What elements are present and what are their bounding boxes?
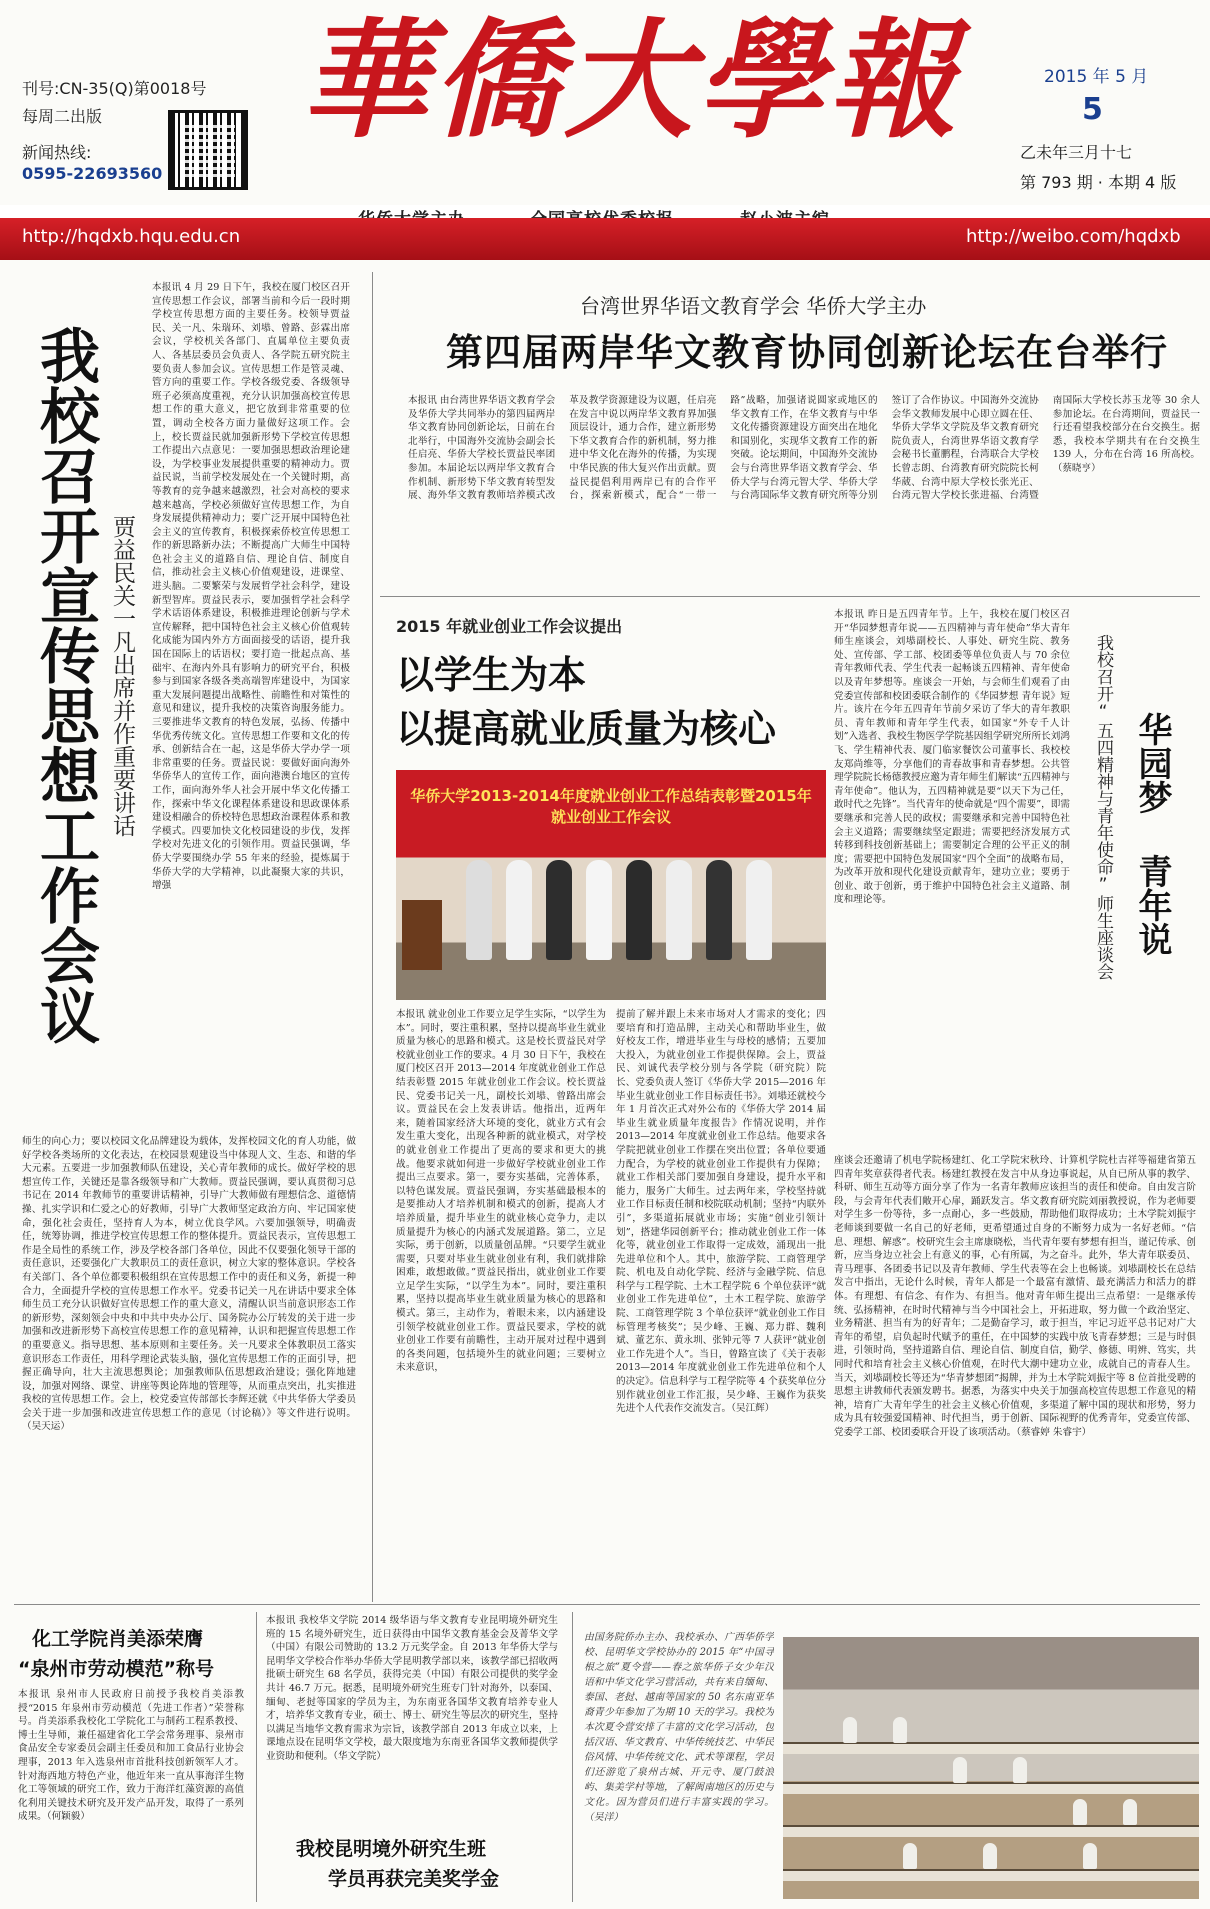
student-figure xyxy=(953,1757,967,1783)
desk-row xyxy=(783,1782,1199,1794)
article-kunming-scholarship xyxy=(266,1614,566,1904)
article-summer-camp xyxy=(584,1630,774,1900)
desk-row xyxy=(783,1869,1199,1881)
body-kunming-scholarship: 本报讯 我校华文学院 2014 级华语与华文教育专业昆明境外研究生班的 15 名境外研究生，近日获得由中国华文教育基金会及菁华文学（中国）有限公司赞助的 13.2 万元奖学金。自 2013 年华侨大学与昆明华文学校合作举办华侨大学昆明教学部以来，该教学部已招收两批硕士研究生 68 名学员，获得完美（中国）有限公司提供的奖学金共计 46.7 万元。据悉，昆明境外研究生班专门针对海外，以泰国、缅甸、老挝等国家的学员为主，为东南亚各国华文教育培养专业人才，培养华文教育专业，硕士、博士、研究生等层次的研究生，坚持以满足当地华文教育需求为宗旨，该教学部自 2013 年成立以来，上课地点设在昆明华文学校，最大限度地为东南亚各国华文教师提供学业资助和便利。（华文学院） xyxy=(266,1615,558,1762)
student-figure xyxy=(1073,1799,1087,1825)
column-rule xyxy=(372,272,373,1602)
student-figure xyxy=(1013,1757,1027,1783)
section-rule xyxy=(380,596,1200,597)
headline-taiwan-forum: 第四届两岸华文教育协同创新论坛在台举行 xyxy=(446,331,1168,374)
publication-schedule: 每周二出版 xyxy=(22,107,103,126)
person-figure xyxy=(706,860,732,960)
headline-kunming-line2: 学员再获完美奖学金 xyxy=(328,1868,500,1890)
person-figure xyxy=(666,860,692,960)
headline-employment-line1: 以学生为本 xyxy=(396,653,587,697)
article-taiwan-forum xyxy=(380,290,1200,590)
person-figure xyxy=(626,860,652,960)
issue-number: 第 793 期 · 本期 4 版 xyxy=(1020,173,1177,192)
student-figure xyxy=(1083,1843,1097,1869)
publication-number: 刊号:CN-35(Q)第0018号 xyxy=(22,79,207,98)
summer-camp-photo xyxy=(783,1637,1199,1899)
headline-kunming-line1: 我校昆明境外研究生班 xyxy=(296,1838,487,1860)
headline-youth-forum: 华园梦 青年说 xyxy=(1132,712,1172,956)
person-figure xyxy=(546,860,572,960)
body-summer-camp: 由国务院侨办主办、我校承办、广西华侨学校、昆明华文学校协办的 2015 年“中国寻根之旅”夏令营——春之旅华侨子女少年汉语和中华文化学习营活动，共有来自缅甸、泰国、老挝、越南等国家的 50 名东南亚华裔青少年参加了为期 10 天的学习。我校为本次夏令营安排了丰富的文化学习活动，包括汉语、华文教育、中华传统技艺、中华民俗风情、中华传统文化、武术等课程，学员们还游览了泉州古城、开元寺、厦门鼓浪屿、集美学村等地，了解闽南地区的历史与文化。因为营员们进行丰富实践的学习。（吴洋） xyxy=(584,1632,774,1823)
student-figure xyxy=(983,1843,997,1869)
bottom-section-rule xyxy=(14,1604,1200,1605)
subhead-youth-forum: 我校召开“五四精神与青年使命”师生座谈会 xyxy=(1093,634,1113,980)
article-youth-forum xyxy=(834,608,1200,1600)
employment-meeting-photo xyxy=(396,770,826,1000)
body-taiwan-forum: 本报讯 由台湾世界华语文教育学会及华侨大学共同举办的第四届两岸华文教育协同创新论坛，日前在台北举行，中国海外交流协会副会长任启亮、华侨大学校长贾益民率团参加。本届论坛以两岸华文教育合作机制、新形势下华文教育转型发展、海外华文教育教师培养模式改革及教学资源建设为议题，任启亮在发言中说以两岸华文教育界加强顶层设计，通力合作，建立新形势下华文教育合作的新机制，努力推进中华文化在海外的传播，为实现中华民族的伟大复兴作出贡献。贾益民提倡利用两岸已有的合作平台，探索新模式，配合“一带一路”战略，加强诸说圆家或地区的华文教育工作，在华文教育与中华文化传播资源建设方面突出在地化和国别化，实现华文教育工作的新突破。论坛期间，中国海外交流协会与台湾世界华语文教育学会、华侨大学与台湾元智大学、华侨大学与台湾国际华文教育研究所等分别签订了合作协议。中国海外交流协会华文教师发展中心即立圆在任、华侨大学华文学院及华文教育研究院负责人，台湾世界华语文教育学会秘书长董鹏程，台湾联合大学校长曾志朗、台湾教育研究院院长柯华葳、台湾中原大学校长张光正、台湾元智大学校长张进福、台湾暨南国际大学校长苏玉龙等 30 余人参加论坛。在台湾期间，贾益民一行还看望我校部分在台交换生。据悉，我校本学期共有在台交换生 139 人，分布在台湾 16 所高校。（蔡晓亨） xyxy=(408,395,1200,502)
body-youth-col1: 本报讯 昨日是五四青年节。上午，我校在厦门校区召开“华园梦想青年说——五四精神与青年使命”华大青年师生座谈会，刘塨副校长、人事处、研究生院、教务处、宣传部、学工部、校团委等单位负责人与 70 余位青年教师代表、学生代表一起畅谈五四精神、青年使命以及青年梦想等。座谈会一开始，与会师生们观看了由党委宣传部和校团委联合制作的《华园梦想 青年说》短片。该片在今年五四青年节前夕采访了华大的青年教职员、青年教师和青年学生代表，如国家“外专千人计划”入选者、我校生物医学学院基因组学研究所所长刘鸿飞、学生精神代表、厦门临家餐饮公司董事长、我校校友郑尚维等，分享他们的青春故事和青春梦想。公共管理学院院长杨德教授应邀为青年师生们解读“五四精神与青年使命”。他认为，五四精神就是要“以天下为己任，敢时代之先锋”。当代青年的使命就是“四个需要”，即需要继承和完善人民的政权；需要继承和完善中国特色社会主义道路；需要继续坚定跟进；需要把经济发展方式转移到科技创新基础上；需要制定合理的公平正义的制度；需要把中国特色发展国家“四个全面”的战略布局，为改革开放和现代化建设贡献青年，建功立业；要勇于创业、敢于创新，勇于维护中国特色社会主义道路、制度和理论等。 xyxy=(834,609,1070,906)
person-figure xyxy=(746,860,772,960)
body-youth-col2: 座谈会还邀请了机电学院杨建红、化工学院宋秋玲、计算机学院杜吉祥等福建省第五四青年奖章获得者代表。杨建红教授在发言中从身边事说起，从自已所从事的教学、科研、师生互动等方面分享了作为一名青年教师应该担当的责任和使命。自由发言阶段，与会青年代表们敞开心扉，踊跃发言。华文教育研究院刘丽教授说，作为老师要对学生多一份等待，多一点耐心，多一些鼓励，帮助他们取得成功；土木学院刘振宇老师谈到要做一名自己的好老师，更希望通过自身的不断努力成为一名好老师。“信息、理想、解惑”。校研究生会主席康晓松，当代青年要有梦想有担当，谨记传承、创新，应当身边立社会上有意义的事，心有所属，为之奋斗。此外，华大青年联委员、青马理事、各团委书记以及青年教师、学生代表等在会上也畅谈。刘塨副校长在总结发言中指出，无论什么时候，青年人都是一个最富有激情、最充满活力和活力的群体。有理想、有信念、有作为、有担当。他对青年师生提出三点希望：一是继承传统、弘扬精神，在时时代精神与当今中国社会上，开拓进取，努力做一个政治坚定、业务精湛、担当有为的好青年；二是勤奋学习，敢于担当，牢记习近平总书记对广大青年的希望，启负起时代赋予的重任，在中国梦的实践中放飞青春梦想；三是与时俱进，引领时尚，坚持道路自信、理论自信、制度自信，勤学、修德、明辨、笃实，共同时代和培育社会主义核心价值观，在时代大潮中建功立业，成就自己的青春人生。当天，刘塨副校长等还为“华青梦想团”揭牌，并为土木学院刘振宇等 8 位首批受聘的思想主讲教师代表颁发聘书。据悉，为落实中央关于加强高校宣传思想工作意见的精神，培育广大青年学生的社会主义核心价值观，多渠道了解中国的现状和形势，努力成为具有较强爱国精神、时代担当，勇于创新、国际视野的优秀青年，党委宣传部、党委学工部、校团委联合开设了该项活动。（蔡睿婷 朱睿宇） xyxy=(834,1155,1196,1438)
podium xyxy=(402,900,442,970)
body-employment-col2: 提前了解并跟上未来市场对人才需求的变化；四要培育和打造品牌，主动关心和帮助毕业生，做好校友工作，增进毕业生与母校的感情；五要加大投入，为就业创业工作提供保障。会上，贾益民、刘诚代表学校分别与各学院（研究院）院长、党委负责人签订《华侨大学 2015—2016 年毕业生就业创业工作目标责任书》。刘塨还就校今年 1 月首次正式对外公布的《华侨大学 2014 届毕业生就业质量年度报告》作情况说明，并作 2013—2014 年度就业创业工作总结。他要求各学院把就业创业工作摆在突出位置；各单位要通力配合，为学校的就业创业工作提供有力保障；就业工作相关部门要加强自身建设，提升水平和能力，服务广大师生。过去两年来，学校坚持就业工作目标责任制和校院联动机制；坚持“内联外引”，多渠道拓展就业市场；实施“创业引领计划”，搭建华园创新平台；推动就业创业工作一体化等，就业创业工作取得一定成效，涌现出一批先进单位和个人。其中，旅游学院、工商管理学院、机电及自动化学院、经济与金融学院、信息科学与工程学院、土木工程学院 6 个单位获评“就业创业工作先进单位”，土木工程学院、旅游学院、工商管理学院 3 个单位获评“就业创业工作目标管理考核奖”；吴少峰、王巍、郑力群、魏利斌、董艺东、黄永圳、张钟元等 7 人获评“就业创业工作先进个人”。当日，曾路宣读了《关于表彰 2013—2014 年度就业创业工作先进单位和个人的决定》。信息科学与工程学院等 4 个获奖单位分别作就业创业工作汇报，吴少峰、王巍作为获奖先进个人代表作交流发言。（吴江辉） xyxy=(616,1009,826,1415)
body-model-worker: 本报讯 泉州市人民政府日前授予我校肖美添教授“2015 年泉州市劳动模范（先进工作者）”荣誉称号。肖美添系我校化工学院化工与制药工程系教授、博士生导师，兼任福建省化工学会常务理事、泉州市食品安全专家委员会副主任委员和加工食品行业协会理事，2013 年入选泉州市首批科技创新领军人才。针对海西地方特色产业，他近年来一直从事海洋生物化工等领域的研究工作，致力于海洋红藻资源的高值化利用关键技术研究及开发产品开发，取得了一系列成果。（何颖毅） xyxy=(18,1689,244,1823)
body-propaganda-col1: 本报讯 4 月 29 日下午，我校在厦门校区召开宣传思想工作会议，部署当前和今后一段时期学校宣传思想方面的主要任务。校领导贾益民、关一凡、朱瑞环、刘塨、曾路、彭霖出席会议，学校机关各部门、直属单位主要负责人、各基层委员会负责人、各学院五研究院主要负责人参加会议。宣传思想工作是管灵魂、管方向的重要工作。学校各级党委、各级领导班子必须高度重视，充分认识加强高校宣传思想工作的重大意义，把它放到非常重要的位置，调动全校各方面力量做好这项工作。会上，校长贾益民就加强新形势下学校宣传思想工作提出六点意见：一要加强思想政治理论建设，为学校事业发展提供重要的精神动力。贾益民说，当前学校发展处在一个关键时期，高等教育的竞争越来越激烈，社会对高校的要求越来越高，学校必须做好宣传思想工作，为自身发展提供精神动力；要广泛开展中国特色社会主义的宣传教育，积极探索侨校宣传思想工作的新思路新办法；不断提高广大师生中国特色社会主义的道路自信、理论自信、制度自信，推动社会主义核心价值观建设，进课堂、进头脑。二要繁荣与发展哲学社会科学，建设新型智库。贾益民表示，要加强哲学社会科学学术话语体系建设，积极推进理论创新与学术宣传解释，把中国特色社会主义核心价值观转化成能为国内外方方面面接受的话语，提升我国在国际上的话语权；要打造一批起点高、基础牢、在海内外具有影响力的研究平台，积极参与到国家各级各类高端智库建设中，为国家重大发展问题提出战略性、前瞻性和对策性的意见和建议，提升我校的决策咨询服务能力。三要推进华文教育的特色发展，弘扬、传播中华优秀传统文化。宣传思想工作要和文化的传承、创新结合在一起，这是华侨大学办学一项非常重要的任务。贾益民说：要做好面向海外华侨华人的宣传工作，面向港澳台地区的宣传工作，面向海外华人社会开展中华文化传播工作，探索中华文化课程体系建设和思政课体系建设相融合的侨校特色思想政治课程体系和教学模式。四要加快文化校园建设的步伐，发挥学校对先进文化的引领作用。贾益民强调，华侨大学要围绕办学 55 年来的经验，提炼属于华侨大学的大学精神，以此凝聚大家的共识，增强 xyxy=(152,282,350,892)
masthead-title: 華僑大學報 xyxy=(300,6,961,156)
student-figure xyxy=(843,1717,857,1743)
masthead xyxy=(0,0,1210,262)
kicker-taiwan-forum: 台湾世界华语文教育学会 华侨大学主办 xyxy=(580,294,927,318)
subhead-propaganda-meeting: 贾益民关一凡出席并作重要讲话 xyxy=(109,515,135,837)
weibo-link[interactable]: http://weibo.com/hqdxb xyxy=(966,226,1181,247)
body-employment-col1: 本报讯 就业创业工作要立足学生实际，“以学生为本”。同时，要注重积累，坚持以提高毕业生就业质量为核心的思路和模式。这是校长贾益民对学校就业创业工作的要求。4 月 30 日下午，我校在厦门校区召开 2013—2014 年度就业创业工作总结表彰暨 2015 年就业创业工作会议。校长贾益民、党委书记关一凡，副校长刘塨、曾路出席会议。贾益民在会上发表讲话。他指出，近两年来，随着国家经济大环境的变化，就业方式有会发生重大变化，出现各种新的就业模式，对学校的就业创业工作提出了更高的要求和更大的挑战。他要求就如何进一步做好学校就业创业工作提出三点要求。第一，要夯实基础，完善体系，以特色谋发展。贾益民强调，夯实基础最根本的是要推动人才培养机制和模式的创新，提高人才培养质量，提升毕业生的就业核心竞争力，走以质量提升为核心的内涵式发展道路。第二，立足实际，勇于创新，以质量创品牌。“只要学生就业需要，只要对毕业生就业创业有利，我们就排除困难，敢想敢做。”贾益民指出，就业创业工作要立足学生实际，“以学生为本”。同时，要注重积累，坚持以提高毕业生就业质量为核心的思路和模式。第三，主动作为，着眼未来，以内涵建设引领学校就业创业工作。贾益民要求，学校的就业创业工作要有前瞻性，主动开展对过程中遇到的各类问题，包括境外生的就业问题；三要树立未来意识， xyxy=(396,1009,606,1374)
person-figure xyxy=(586,860,612,960)
website-link[interactable]: http://hqdxb.hqu.edu.cn xyxy=(22,226,241,247)
person-figure xyxy=(466,860,492,960)
column-rule xyxy=(572,1612,573,1902)
student-figure xyxy=(903,1843,917,1869)
desk-row xyxy=(783,1825,1199,1837)
issue-day: 5 xyxy=(1082,92,1103,127)
headline-employment-line2: 以提高就业质量为核心 xyxy=(396,707,777,751)
photo-banner-text: 华侨大学2013-2014年度就业创业工作总结表彰暨2015年就业创业工作会议 xyxy=(410,787,812,826)
qr-code-icon xyxy=(168,110,248,190)
article-model-worker xyxy=(14,1614,250,1904)
body-propaganda-col2: 师生的向心力；要以校园文化品牌建设为载体，发挥校园文化的育人功能，做好学校各类场所的文化表达，在校园景观建设当中体现人文、生态、和谐的华大元素。五要进一步加强教师队伍建设，关心青年教师的成长。做好学校的思想宣传工作，关键还是靠各级领导和广大教师。贾益民强调，要认真贯彻习总书记在 2014 年教师节的重要讲话精神，引导广大教师做有理想信念、道德情操、扎实学识和仁爱之心的好教师，引导广大教师坚定政治方向、牢记国家使命，强化社会责任，坚持育人为本，树立优良学风。六要加强领导，明确责任，统筹协调，推进学校宣传思想工作的整体提升。贾益民表示，宣传思想工作是全局性的系统工作，涉及学校各部门各单位，因此不仅要强化领导干部的责任意识，还要强化广大教职员工的责任意识，树立大家的整体意识。学校各有关部门、各个单位都要积极组织在宣传思想工作中的责任和义务，新提一种合力，全面提升学校的宣传思想工作水平。党委书记关一凡在讲话中要求全体师生员工充分认识做好宣传思想工作的重大意义，清醒认识当前意识形态工作的新形势，深刻领会中央和中共中央办公厅、国务院办公厅转发的关于进一步加强和改进新形势下高校宣传思想工作的意见精神，认识和把握宣传思想工作的重要意义。指导思想、基本原则和主要任务。关一凡要求全体教职员工落实意识形态工作责任，用科学理论武装头脑，强化宣传思想工作的正面引导，把握正确导向，壮大主流思想舆论；加强教师队伍思想政治建设；强化阵地建设，加强对网络、课堂、讲座等舆论阵地的管理等，从而重点突出，扎实推进我校的宣传思想工作。会上，校党委宣传部部长李辉还就《中共华侨大学委员会关于进一步加强和改进宣传思想工作的意见（讨论稿）》等文件进行说明。（吴天运） xyxy=(22,1136,356,1433)
issue-date: 2015 年 5 月 xyxy=(1044,67,1149,87)
headline-model-worker-line1: 化工学院肖美添荣膺 xyxy=(32,1628,204,1650)
person-figure xyxy=(506,860,532,960)
hotline-label: 新闻热线: xyxy=(22,143,92,162)
column-rule xyxy=(256,1612,257,1902)
headline-propaganda-meeting: 我校召开宣传思想工作会议 xyxy=(30,325,100,1045)
kicker-employment: 2015 年就业创业工作会议提出 xyxy=(396,617,623,636)
lunar-date: 乙未年三月十七 xyxy=(1020,143,1133,162)
student-figure xyxy=(1123,1799,1137,1825)
student-figure xyxy=(893,1717,907,1743)
desk-row xyxy=(783,1742,1199,1754)
hotline-number: 0595-22693560 xyxy=(22,164,163,183)
headline-model-worker-line2: “泉州市劳动模范”称号 xyxy=(18,1658,214,1680)
